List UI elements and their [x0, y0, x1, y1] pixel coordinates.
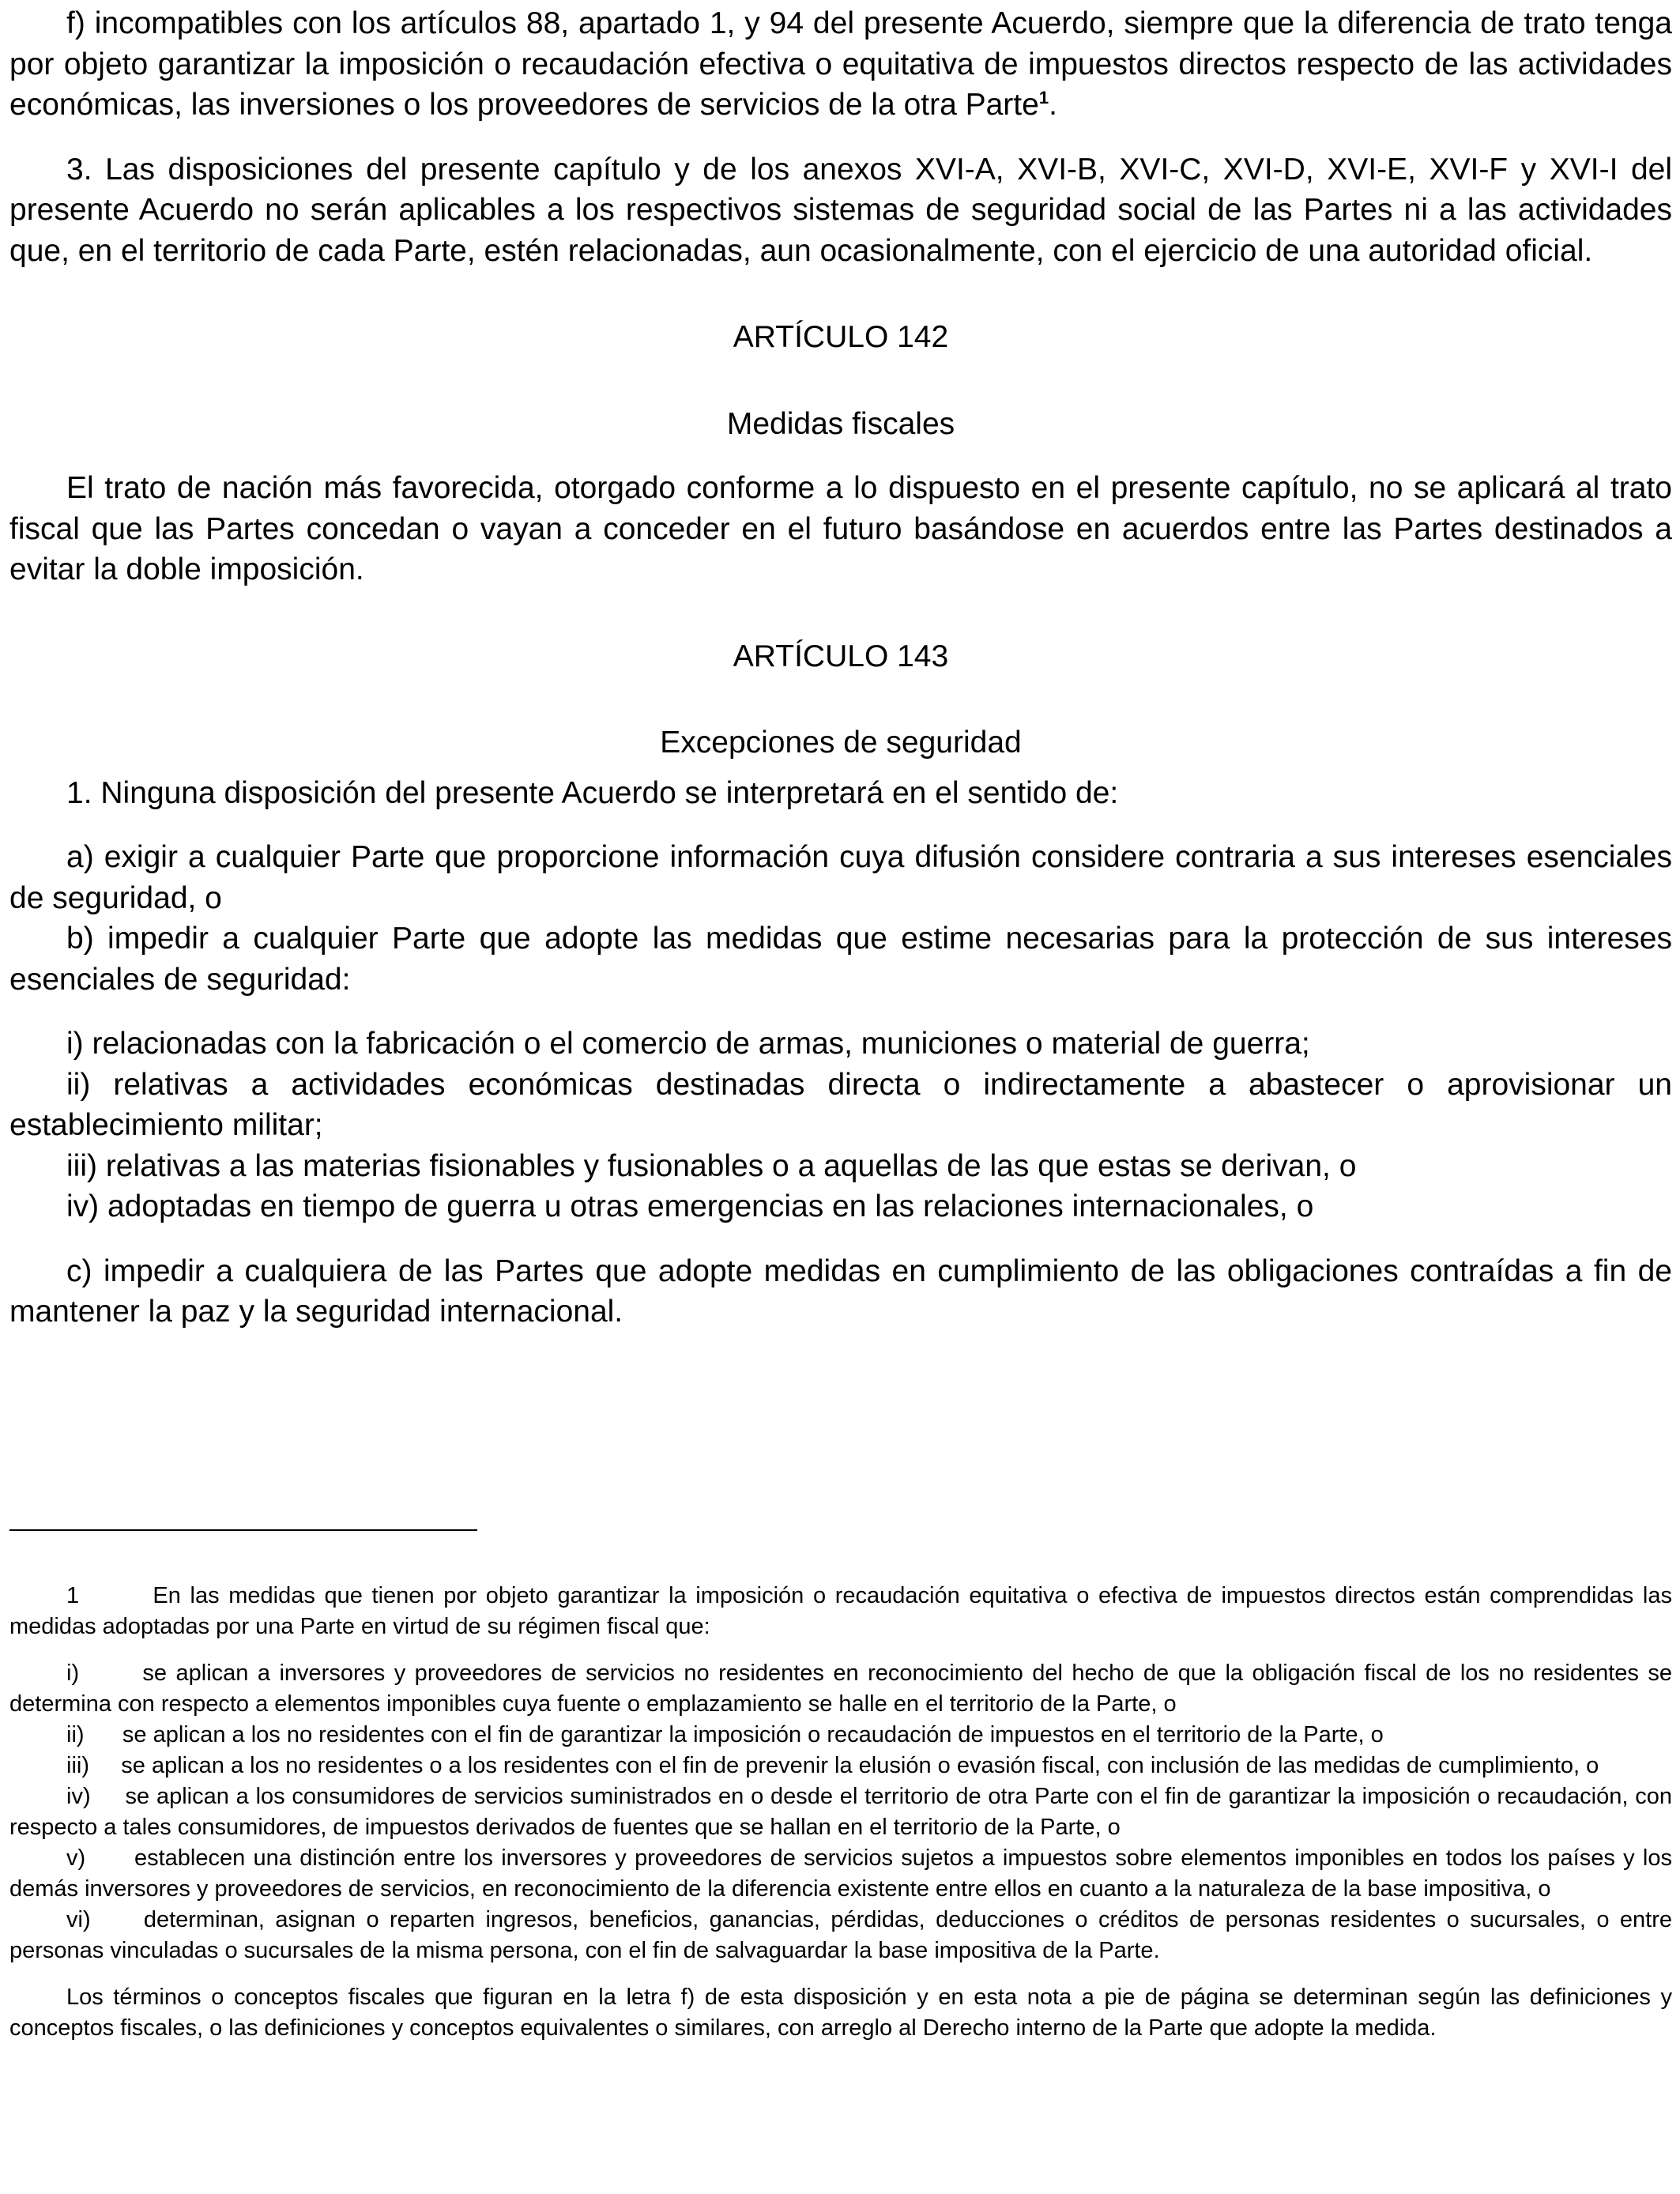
article-143-item-a: a) exigir a cualquier Parte que proporcione información cuya difusión considere contraria a sus intereses esenciales de seguridad, o — [9, 840, 1672, 915]
footnote-list — [9, 1658, 1672, 1966]
footnote-ref[interactable]: 1 — [1038, 88, 1049, 107]
article-143-subitem-iii: iii) relativas a las materias fisionables y fusionables o a aquellas de las que estas se derivan, o — [66, 1148, 1357, 1183]
footnote-separator — [9, 1529, 477, 1531]
article-143-item-b: b) impedir a cualquier Parte que adopte las medidas que estime necesarias para la protección de sus intereses esenciales de seguridad: — [9, 922, 1672, 997]
footnote-closing: Los términos o conceptos fiscales que figuran en la letra f) de esta disposición y en esta nota a pie de página se determinan según las definiciones y conceptos fiscales, o las definiciones y conceptos equivalentes o similares, con arreglo al Derecho interno de la Parte que adopte la medida. — [9, 1985, 1672, 2041]
article-143-heading: ARTÍCULO 143 — [733, 639, 949, 673]
article-142-title: Medidas fiscales — [726, 406, 955, 441]
footnote-item: iii) se aplican a los no residentes o a los residentes con el fin de prevenir la elusión o evasión fiscal, con inclusión de las medidas de cumplimiento, o — [66, 1753, 1599, 1778]
main-text — [9, 3, 1672, 1333]
article-143-subitem-iv: iv) adoptadas en tiempo de guerra u otras emergencias en las relaciones internacionales, o — [66, 1189, 1314, 1223]
footnote-item: iv) se aplican a los consumidores de servicios suministrados en o desde el territorio de otra Parte con el fin de garantizar la imposición o recaudación, con respecto a tales consumidores, de impuestos derivados de fuentes que se hallan en el territorio de la Parte, o — [9, 1784, 1672, 1840]
article-142-text: El trato de nación más favorecida, otorgado conforme a lo dispuesto en el presente capítulo, no se aplicará al trato fiscal que las Partes concedan o vayan a conceder en el futuro basándose en acuerdos entre las Partes destinados a evitar la doble imposición. — [9, 471, 1672, 586]
paragraph-f: f) incompatibles con los artículos 88, apartado 1, y 94 del presente Acuerdo, siempre que la diferencia de trato tenga por objeto garantizar la imposición o recaudación efectiva o equitativa de impuestos directos respecto de las actividades económicas, las inversiones o los proveedores de servicios de la otra Parte$^1$. — [9, 6, 1672, 122]
document-page — [9, 0, 1672, 2194]
footnote-item: vi) determinan, asignan o reparten ingresos, beneficios, ganancias, pérdidas, deducciones o créditos de personas residentes o sucursales, o entre personas vinculadas o sucursales de la misma persona, con el fin de salvaguardar la base impositiva de la Parte. — [9, 1907, 1672, 1963]
article-143-paragraph-1: 1. Ninguna disposición del presente Acuerdo se interpretará en el sentido de: — [66, 775, 1119, 810]
article-143-title: Excepciones de seguridad — [660, 726, 1022, 760]
article-143-item-c: c) impedir a cualquiera de las Partes que adopte medidas en cumplimiento de las obligaciones contraídas a fin de mantener la paz y la seguridad internacional. — [9, 1253, 1672, 1329]
footnote-item: i) se aplican a inversores y proveedores de servicios no residentes en reconocimiento del hecho de que la obligación fiscal de los no residentes se determina con respecto a elementos imponibles cuya fuente o emplazamiento se halle en el territorio de la Parte, o — [9, 1661, 1672, 1717]
footnote — [9, 1581, 1672, 2044]
paragraph-3: 3. Las disposiciones del presente capítulo y de los anexos XVI-A, XVI-B, XVI-C, XVI-D, XVI-E, XVI-F y XVI-I del presente Acuerdo no serán aplicables a los respectivos sistemas de seguridad social de las Partes ni a las actividades que, en el territorio de cada Parte, estén relacionadas, aun ocasionalmente, con el ejercicio de una autoridad oficial. — [9, 152, 1672, 268]
footnote-item: ii) se aplican a los no residentes con el fin de garantizar la imposición o recaudación de impuestos en el territorio de la Parte, o — [66, 1722, 1384, 1747]
footnote-intro: 1 En las medidas que tienen por objeto garantizar la imposición o recaudación equitativa o efectiva de impuestos directos están comprendidas las medidas adoptadas por una Parte en virtud de su régimen fiscal que: — [9, 1583, 1672, 1639]
article-143-subitem-i: i) relacionadas con la fabricación o el comercio de armas, municiones o material de guerra; — [66, 1027, 1310, 1061]
article-142-heading: ARTÍCULO 142 — [733, 320, 949, 354]
article-143-subitem-ii: ii) relativas a actividades económicas destinadas directa o indirectamente a abastecer o aprovisionar un establecimiento militar; — [9, 1067, 1672, 1142]
footnote-item: v) establecen una distinción entre los inversores y proveedores de servicios sujetos a impuestos sobre elementos imponibles en todos los países y los demás inversores y proveedores de servicios, en reconocimiento de la diferencia existente entre ellos en cuanto a la naturaleza de la base impositiva, o — [9, 1845, 1673, 1902]
footnote-marker: 1 — [66, 1583, 80, 1608]
